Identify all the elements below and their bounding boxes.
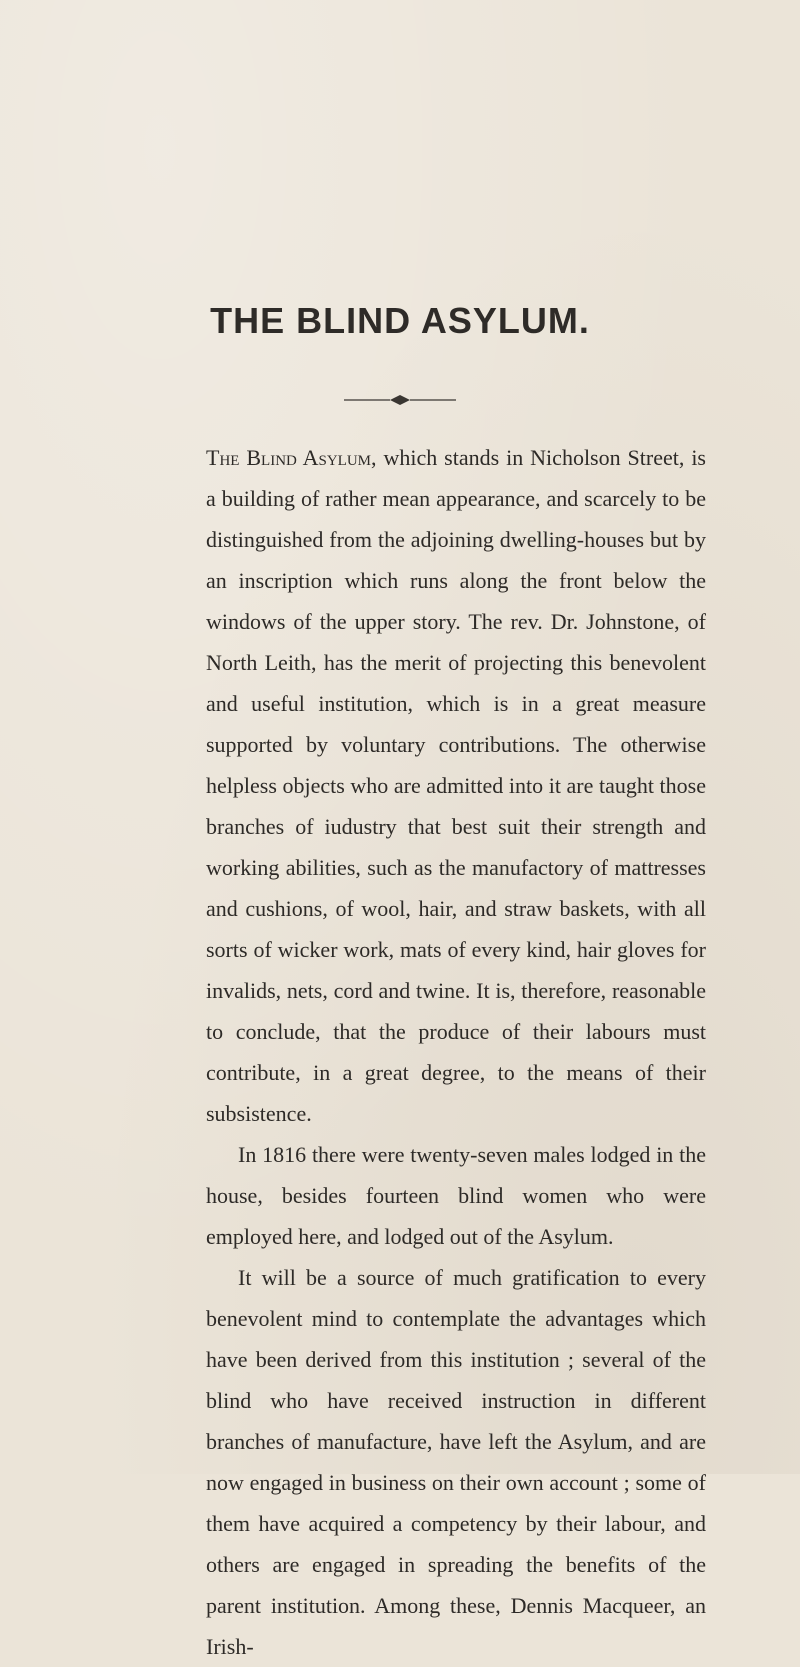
paragraph-1	[206, 437, 706, 1134]
body-text	[206, 437, 706, 1667]
paragraph-1-lead: The Blind Asylum,	[206, 445, 377, 470]
paragraph-2: In 1816 there were twenty-seven males lodged in the house, besides fourteen blind women who were employed here, and lodged out of the Asylum.	[206, 1142, 706, 1249]
page-title: THE BLIND ASYLUM.	[210, 300, 590, 341]
paragraph-1-text: which stands in Nicholson Street, is a building of rather mean appearance, and scarcely to be distinguished from the adjoining dwelling-houses but by an inscription which runs along the front below the windows of the upper story. The rev. Dr. Johnstone, of North Leith, has the merit of projecting this benevolent and useful institution, which is in a great measure supported by voluntary contributions. The otherwise helpless objects who are admitted into it are taught those branches of iudustry that best suit their strength and working abilities, such as the manufactory of mattresses and cushions, of wool, hair, and straw baskets, with all sorts of wicker work, mats of every kind, hair gloves for invalids, nets, cord and twine. It is, therefore, reasonable to conclude, that the produce of their labours must contribute, in a great degree, to the means of their subsistence.	[206, 445, 706, 1126]
divider-ornament-icon	[340, 392, 460, 408]
paragraph-3: It will be a source of much gratification to every benevolent mind to contemplate the advantages which have been derived from this institution ; several of the blind who have received instruction in different branches of manufacture, have left the Asylum, and are now engaged in business on their own account ; some of them have acquired a competency by their labour, and others are engaged in spreading the benefits of the parent institution. Among these, Dennis Macqueer, an Irish-	[206, 1265, 706, 1659]
